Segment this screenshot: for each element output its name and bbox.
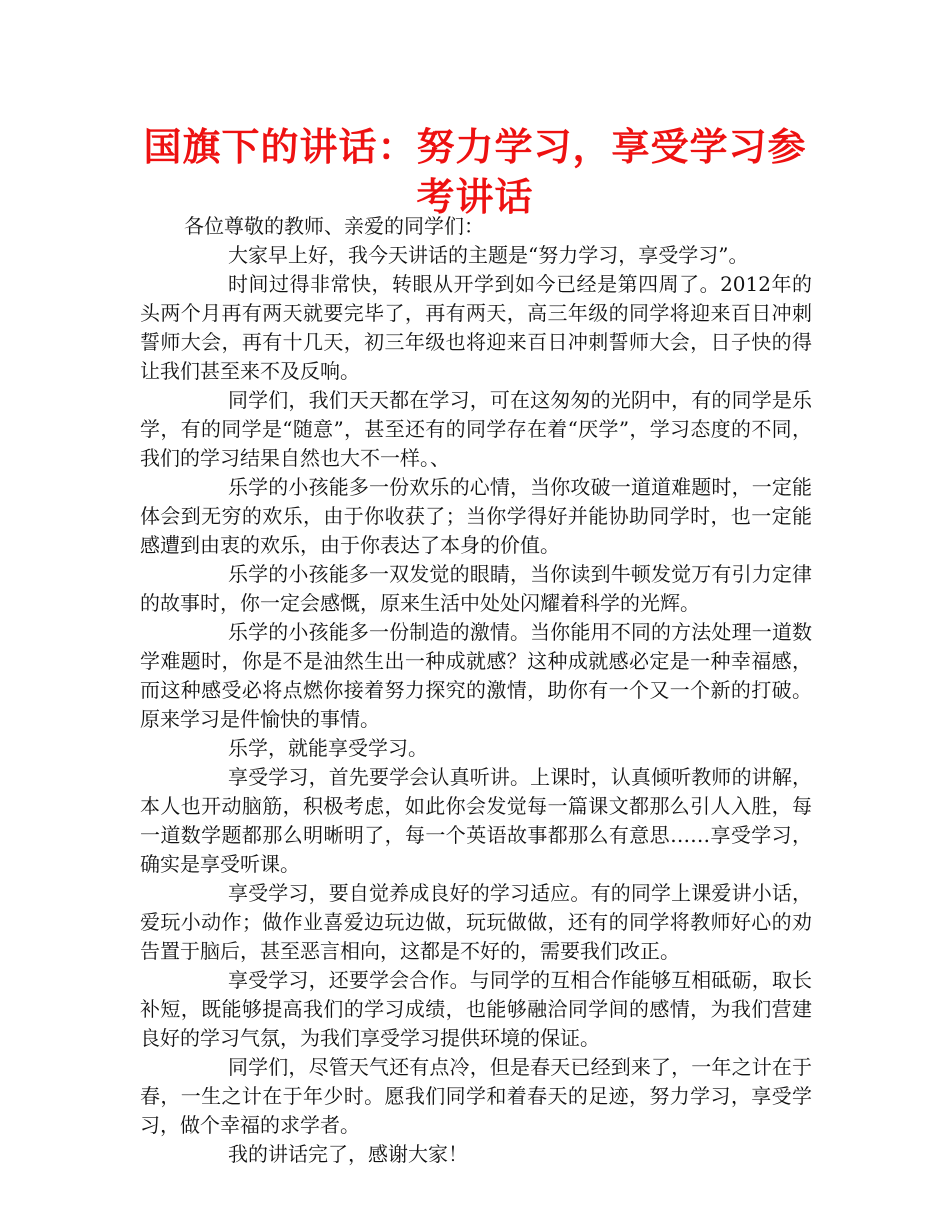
paragraph-cooperation: 享受学习，还要学会合作。与同学的互相合作能够互相砥砺，取长补短，既能够提高我们的学习成绩，也能够融洽同学间的感情，为我们营建良好的学习气氛，为我们享受学习提供环境的保证。: [140, 968, 812, 1050]
paragraph-habits: 享受学习，要自觉养成良好的学习适应。有的同学上课爱讲小话，爱玩小动作；做作业喜爱边玩边做，玩玩做做，还有的同学将教师好心的劝告置于脑后，甚至恶言相向，这都是不好的，需要我们改正。: [140, 881, 812, 963]
paragraph-discovery: 乐学的小孩能多一双发觉的眼睛，当你读到牛顿发觉万有引力定律的故事时，你一定会感慨，原来生活中处处闪耀着科学的光辉。: [140, 562, 812, 615]
paragraph-listening: 享受学习，首先要学会认真听讲。上课时，认真倾听教师的讲解，本人也开动脑筋，积极考虑，如此你会发觉每一篇课文都那么引人入胜，每一道数学题都那么明晰明了，每一个英语故事都那么有意思……享受学习，确实是享受听课。: [140, 765, 812, 876]
document-body: [140, 212, 812, 1169]
paragraph-attitude: 同学们，我们天天都在学习，可在这匆匆的光阴中，有的同学是乐学，有的同学是“随意”，甚至还有的同学存在着“厌学”，学习态度的不同，我们的学习结果自然也大不一样。、: [140, 388, 812, 470]
paragraph-closing: 我的讲话完了，感谢大家！: [228, 1142, 468, 1166]
paragraph-spring: 同学们，尽管天气还有点冷，但是春天已经到来了，一年之计在于春，一生之计在于年少时。愿我们同学和着春天的足迹，努力学习，享受学习，做个幸福的求学者。: [140, 1055, 812, 1137]
paragraph-joy: 乐学的小孩能多一份欢乐的心情，当你攻破一道道难题时，一定能体会到无穷的欢乐，由于你收获了；当你学得好并能协助同学时，也一定能感遭到由衷的欢乐，由于你表达了本身的价值。: [140, 475, 812, 557]
paragraph-time: 时间过得非常快，转眼从开学到如今已经是第四周了。2012年的头两个月再有两天就要完毕了，再有两天，高三年级的同学将迎来百日冲刺誓师大会，再有十几天，初三年级也将迎来百日冲刺誓师大会，日子快的得让我们甚至来不及反响。: [140, 272, 812, 383]
paragraph-greeting: 大家早上好，我今天讲话的主题是“努力学习，享受学习”。: [228, 243, 749, 267]
document-title: 国旗下的讲话：努力学习，享受学习参考讲话: [143, 125, 807, 219]
paragraph-passion: 乐学的小孩能多一份制造的激情。当你能用不同的方法处理一道数学难题时，你是不是油然生出一种成就感？这种成就感必定是一种幸福感，而这种感受必将点燃你接着努力探究的激情，助你有一个又一个新的打破。原来学习是件愉快的事情。: [140, 620, 812, 731]
paragraph-enjoy: 乐学，就能享受学习。: [228, 736, 428, 760]
salutation: 各位尊敬的教师、亲爱的同学们：: [184, 214, 484, 238]
